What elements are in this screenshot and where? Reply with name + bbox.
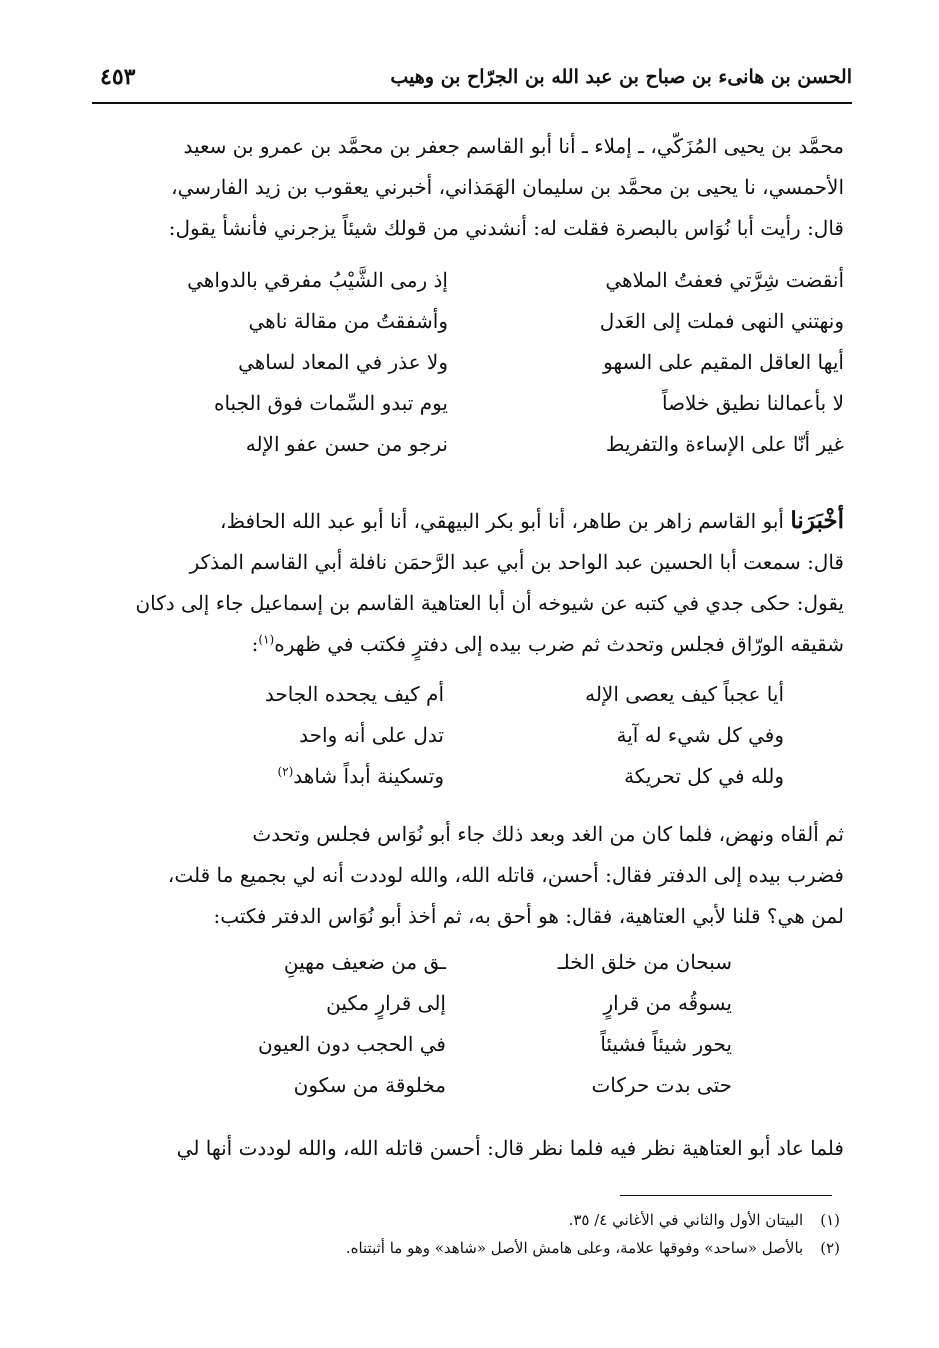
text-span: :: [251, 632, 259, 656]
first-hemistich: وفي كل شيء له آية: [616, 723, 784, 747]
first-hemistich: أيها العاقل المقيم على السهو: [603, 350, 844, 374]
poem-3: [200, 950, 732, 1114]
footnote-number: (١): [820, 1211, 840, 1229]
first-hemistich: أنقضت شِرَّتي فعفتُ الملاهي: [605, 268, 844, 292]
verse-row: [92, 391, 844, 432]
akhbarana-keyword: أخْبَرَنا: [790, 507, 844, 534]
footnote-divider: [620, 1195, 832, 1196]
paragraph-1: [92, 126, 844, 249]
second-hemistich: في الحجب دون العيون: [257, 1032, 446, 1056]
poem-2: [150, 682, 784, 805]
verse-row: [92, 432, 844, 473]
footnote-text: بالأصل «ساحد» وفوقها علامة، وعلى هامش الأصل «شاهد» وهو ما أثبتناه.: [345, 1239, 804, 1257]
paragraph-4: [92, 1128, 844, 1169]
first-hemistich: أيا عجباً كيف يعصى الإله: [585, 682, 784, 706]
verse-row: [150, 764, 784, 805]
verse-row: [200, 950, 732, 991]
verse-row: [150, 723, 784, 764]
first-hemistich: حتى بدت حركات: [591, 1073, 732, 1097]
second-hemistich: يوم تبدو السِّمات فوق الجباه: [213, 391, 448, 415]
text-line: الأحمسي، نا يحيى بن محمَّد بن سليمان الهَمَذاني، أخبرني يعقوب بن زيد الفارسي،: [171, 175, 844, 199]
second-hemistich: وأشفقتُ من مقالة ناهي: [248, 309, 448, 333]
verse-row: [150, 682, 784, 723]
text-line: محمَّد بن يحيى المُزَكّي، ـ إملاء ـ أنا أبو القاسم جعفر بن محمَّد بن عمرو بن سعيد: [183, 134, 844, 158]
verse-row: [200, 1032, 732, 1073]
text-line: [92, 624, 844, 665]
poem-1: [92, 268, 844, 473]
text-line: قال: سمعت أبا الحسين عبد الواحد بن أبي عبد الرَّحمَن نافلة أبي القاسم المذكر: [189, 550, 844, 574]
running-header: [92, 62, 852, 104]
verse-row: [200, 1073, 732, 1114]
text-line: لمن هي؟ قلنا لأبي العتاهية، فقال: هو أحق به، ثم أخذ أبو نُوَاس الدفتر فكتب:: [213, 904, 844, 928]
text-line: فلما عاد أبو العتاهية نظر فيه فلما نظر قال: أحسن قاتله الله، والله لوددت أنها لي: [176, 1136, 844, 1160]
footnote: [200, 1206, 840, 1234]
verse-row: [92, 268, 844, 309]
text-line: يقول: حكى جدي في كتبه عن شيوخه أن أبا العتاهية القاسم بن إسماعيل جاء إلى دكان: [135, 591, 844, 615]
verse-row: [92, 309, 844, 350]
footnotes: [200, 1206, 840, 1262]
first-hemistich: غير أنّا على الإساءة والتفريط: [605, 432, 844, 456]
second-hemistich: تدل على أنه واحد: [299, 723, 444, 747]
text-span: وتسكينة أبداً شاهد: [293, 764, 444, 788]
second-hemistich: مخلوقة من سكون: [293, 1073, 446, 1097]
first-hemistich: ونهتني النهى فملت إلى العَدل: [599, 309, 844, 333]
first-hemistich: سبحان من خلق الخلـ: [557, 950, 732, 974]
footnote: [200, 1234, 840, 1262]
page-number: ٤٥٣: [100, 64, 136, 90]
second-hemistich: إلى قرارٍ مكين: [326, 991, 446, 1015]
second-hemistich: إذ رمى الشَّيْبُ مفرقي بالدواهي: [187, 268, 448, 292]
first-hemistich: ولله في كل تحريكة: [624, 764, 784, 788]
text-span: أبو القاسم زاهر بن طاهر، أنا أبو بكر البيهقي، أنا أبو عبد الله الحافظ،: [220, 509, 791, 533]
footnote-ref: (٢): [277, 764, 294, 779]
second-hemistich: ـق من ضعيف مهينِ: [283, 950, 446, 974]
second-hemistich: ولا عذر في المعاد لساهي: [238, 350, 448, 374]
text-line: قال: رأيت أبا نُوَاس بالبصرة فقلت له: أنشدني من قولك شيئاً يزجرني فأنشأ يقول:: [168, 216, 844, 240]
second-hemistich: نرجو من حسن عفو الإله: [245, 432, 448, 456]
paragraph-3: [92, 814, 844, 937]
verse-row: [200, 991, 732, 1032]
first-hemistich: لا بأعمالنا نطيق خلاصاً: [661, 391, 844, 415]
first-hemistich: يحور شيئاً فشيئاً: [600, 1032, 732, 1056]
footnote-text: البيتان الأول والثاني في الأغاني ٤/ ٣٥.: [568, 1211, 804, 1229]
header-title: الحسن بن هانىء بن صباح بن عبد الله بن الجرّاح بن وهيب: [390, 66, 852, 88]
footnote-ref: (١): [258, 632, 275, 647]
second-hemistich: أم كيف يجحده الجاحد: [264, 682, 444, 706]
text-line: ثم ألقاه ونهض، فلما كان من الغد وبعد ذلك جاء أبو نُوَاس فجلس وتحدث: [252, 822, 844, 846]
footnote-number: (٢): [820, 1239, 840, 1257]
second-hemistich: [277, 764, 444, 788]
verse-row: [92, 350, 844, 391]
paragraph-2: [92, 500, 844, 665]
text-line: [92, 500, 844, 542]
text-span: شقيقه الورّاق فجلس وتحدث ثم ضرب بيده إلى دفترٍ فكتب في ظهره: [274, 632, 844, 656]
text-line: فضرب بيده إلى الدفتر فقال: أحسن، قاتله الله، والله لوددت أنه لي بجميع ما قلت،: [167, 863, 844, 887]
first-hemistich: يسوقُه من قرارٍ: [603, 991, 732, 1015]
